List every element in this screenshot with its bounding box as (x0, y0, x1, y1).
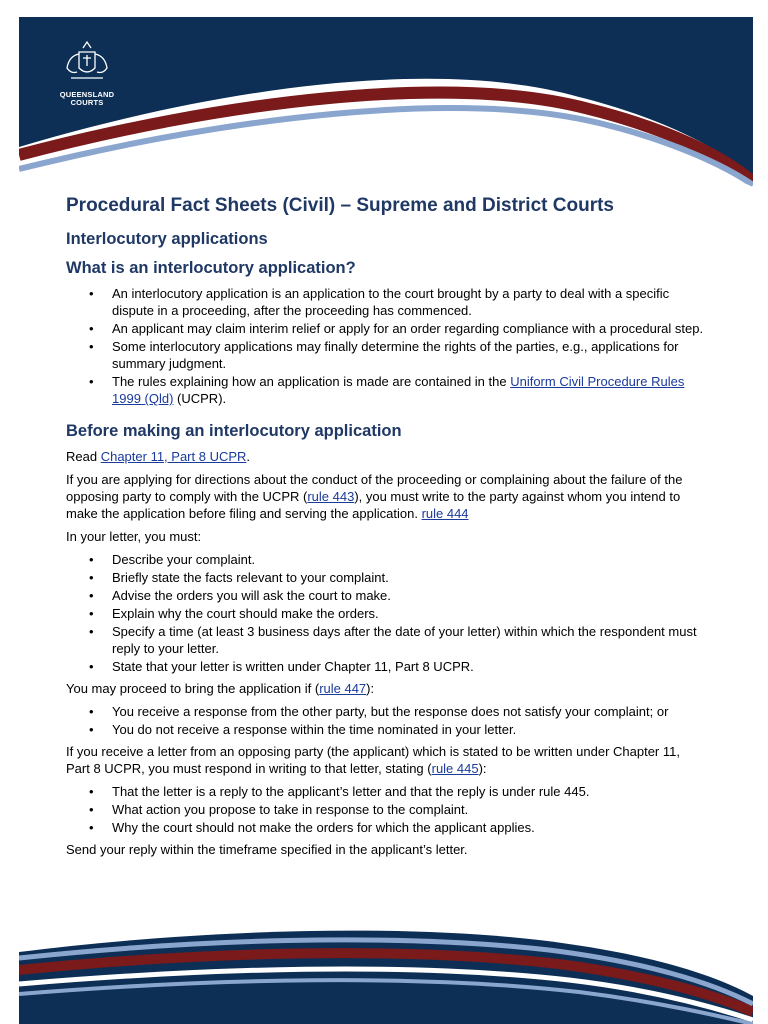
coat-of-arms-icon (59, 38, 115, 86)
read-text: Read (66, 449, 101, 464)
chapter-11-link[interactable]: Chapter 11, Part 8 UCPR (100, 449, 247, 464)
document-body (66, 194, 706, 864)
read-text-end: . (246, 449, 251, 464)
receive-paragraph (66, 743, 706, 777)
document-subtitle: Interlocutory applications (66, 230, 268, 248)
section-heading-before: Before making an interlocutory application (66, 422, 402, 440)
list-item: • Advise the orders you will ask the court to make. (112, 587, 706, 604)
rule-444-link[interactable]: rule 444 (421, 506, 469, 521)
list-item: • You receive a response from the other party, but the response does not satisfy your complaint; or (112, 703, 706, 720)
list-item: • Briefly state the facts relevant to your complaint. (112, 569, 706, 586)
list-item: • Why the court should not make the orders for which the applicant applies. (112, 819, 706, 836)
list-item: • An applicant may claim interim relief or apply for an order regarding compliance with a procedural step. (112, 320, 706, 337)
read-paragraph (66, 448, 706, 465)
directions-paragraph (66, 471, 706, 522)
list-item: • Explain why the court should make the orders. (112, 605, 706, 622)
document-title: Procedural Fact Sheets (Civil) – Supreme and District Courts (66, 195, 614, 216)
list-item (112, 373, 706, 407)
closing-paragraph: Send your reply within the timeframe specified in the applicant’s letter. (66, 842, 468, 857)
list-item: • You do not receive a response within the time nominated in your letter. (112, 721, 706, 738)
list-item: • What action you propose to take in response to the complaint. (112, 801, 706, 818)
list-item: • Specify a time (at least 3 business days after the date of your letter) within which the respondent must reply to your letter. (112, 623, 706, 657)
rules-text-pre: The rules explaining how an application is made are contained in the (112, 374, 511, 389)
proceed-text-end: ): (366, 681, 375, 696)
proceed-text: You may proceed to bring the application if ( (66, 681, 320, 696)
receive-text-end: ): (478, 761, 487, 776)
logo-line-1: QUEENSLAND (59, 90, 115, 99)
logo-line-2: COURTS (70, 98, 104, 107)
rule-447-link[interactable]: rule 447 (319, 681, 367, 696)
what-is-list (66, 285, 706, 407)
header-banner (19, 17, 753, 187)
proceed-list (66, 703, 706, 738)
directions-text-2: ), you must write to the party against whom you intend to make the application before filing and serving the application. (66, 489, 681, 521)
rule-445-link[interactable]: rule 445 (431, 761, 479, 776)
proceed-paragraph (66, 680, 706, 697)
rule-443-link[interactable]: rule 443 (307, 489, 355, 504)
rules-text-post: (UCPR). (173, 391, 227, 406)
list-item: • Describe your complaint. (112, 551, 706, 568)
letter-intro: In your letter, you must: (66, 529, 202, 544)
reply-list (66, 783, 706, 836)
ucpr-link[interactable]: Uniform Civil Procedure Rules 1999 (Qld) (112, 374, 685, 406)
footer-banner (19, 912, 753, 1024)
list-item: • State that your letter is written under Chapter 11, Part 8 UCPR. (112, 658, 706, 675)
directions-text-1: If you are applying for directions about the conduct of the proceeding or complaining about the failure of the opposing party to comply with the UCPR ( (66, 472, 683, 504)
list-item: • Some interlocutory applications may finally determine the rights of the parties, e.g., applications for summary judgment. (112, 338, 706, 372)
list-item: • An interlocutory application is an application to the court brought by a party to deal with a specific dispute in a proceeding, after the proceeding has commenced. (112, 285, 706, 319)
letter-list (66, 551, 706, 675)
section-heading-what-is: What is an interlocutory application? (66, 259, 356, 277)
queensland-courts-logo (52, 38, 122, 113)
list-item: • That the letter is a reply to the applicant’s letter and that the reply is under rule 445. (112, 783, 706, 800)
receive-text: If you receive a letter from an opposing party (the applicant) which is stated to be written under Chapter 11, Part 8 UCPR, you must respond in writing to that letter, stating ( (66, 744, 680, 776)
